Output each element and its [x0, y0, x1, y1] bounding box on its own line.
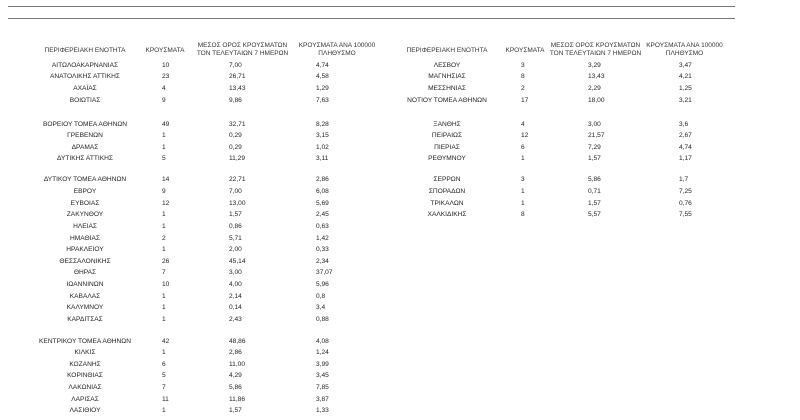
avg-7day-cell: 1,57 — [229, 407, 242, 414]
cases-per-100k-cell: 4,08 — [316, 338, 329, 345]
avg-7day-cell: 5,86 — [229, 384, 242, 391]
avg-7day-cell: 2,29 — [588, 85, 601, 92]
cases-cell: 1 — [162, 211, 166, 218]
cases-per-100k-cell: 4,74 — [316, 62, 329, 69]
avg-7day-cell: 5,86 — [588, 176, 601, 183]
region-name-cell: ΒΟΙΩΤΙΑΣ — [69, 97, 101, 104]
cases-per-100k-cell: 2,34 — [316, 258, 329, 265]
table-row — [0, 279, 800, 290]
avg-7day-cell: 48,86 — [229, 338, 246, 345]
table-row — [0, 291, 800, 302]
avg-7day-cell: 5,71 — [229, 235, 242, 242]
cases-cell: 7 — [162, 384, 166, 391]
region-name-cell: ΔΡΑΜΑΣ — [71, 144, 99, 151]
region-name-cell: ΓΡΕΒΕΝΩΝ — [67, 132, 103, 139]
cases-per-100k-cell: 0,8 — [316, 293, 326, 300]
table-row — [0, 209, 800, 220]
cases-per-100k-cell: 2,67 — [679, 132, 692, 139]
region-name-cell: ΚΙΛΚΙΣ — [74, 349, 96, 356]
region-name-cell: ΑΧΑΪΑΣ — [73, 85, 97, 92]
cases-per-100k-cell: 3,6 — [679, 121, 689, 128]
region-name-cell: ΤΡΙΚΑΛΩΝ — [430, 200, 464, 207]
right-header-avg — [548, 42, 643, 58]
region-name-cell: ΚΑΒΑΛΑΣ — [69, 293, 101, 300]
cases-cell: 4 — [521, 121, 525, 128]
region-name-cell: ΡΕΘΥΜΝΟΥ — [428, 155, 466, 162]
avg-7day-cell: 3,00 — [588, 121, 601, 128]
cases-per-100k-cell: 0,63 — [316, 223, 329, 230]
region-name-cell: ΞΑΝΘΗΣ — [433, 121, 461, 128]
table-row — [0, 405, 800, 416]
cases-cell: 9 — [162, 188, 166, 195]
cases-per-100k-cell: 1,25 — [679, 85, 692, 92]
region-name-cell: ΔΥΤΙΚΗΣ ΑΤΤΙΚΗΣ — [57, 155, 113, 162]
cases-per-100k-cell: 7,63 — [316, 97, 329, 104]
cases-per-100k-cell: 1,29 — [316, 85, 329, 92]
cases-cell: 1 — [162, 293, 166, 300]
table-row — [0, 130, 800, 141]
table-row — [0, 83, 800, 94]
avg-7day-cell: 4,29 — [229, 372, 242, 379]
cases-cell: 10 — [162, 62, 170, 69]
table-row — [0, 394, 800, 405]
table-row — [0, 198, 800, 209]
cases-cell: 12 — [521, 132, 529, 139]
top-rule — [8, 6, 735, 7]
cases-cell: 1 — [162, 304, 166, 311]
cases-cell: 2 — [521, 85, 525, 92]
left-header-per-line1: ΚΡΟΥΣΜΑΤΑ ΑΝΑ 100000 — [298, 42, 376, 49]
table-row — [0, 244, 800, 255]
cases-cell: 1 — [162, 144, 166, 151]
table-row — [0, 336, 800, 347]
region-name-cell: ΖΑΚΥΝΘΟΥ — [66, 211, 104, 218]
avg-7day-cell: 0,14 — [229, 304, 242, 311]
left-header-per — [292, 42, 382, 58]
region-name-cell: ΚΑΛΥΜΝΟΥ — [66, 304, 104, 311]
cases-cell: 7 — [162, 269, 166, 276]
cases-cell: 23 — [162, 73, 170, 80]
left-header-per-line2: ΠΛΗΘΥΣΜΟ — [318, 50, 356, 57]
avg-7day-cell: 5,57 — [588, 211, 601, 218]
cases-cell: 42 — [162, 338, 170, 345]
table-row — [0, 221, 800, 232]
avg-7day-cell: 2,00 — [229, 246, 242, 253]
cases-cell: 1 — [521, 155, 525, 162]
cases-cell: 3 — [521, 176, 525, 183]
region-name-cell: ΘΕΣΣΑΛΟΝΙΚΗΣ — [59, 258, 111, 265]
cases-cell: 1 — [162, 246, 166, 253]
region-name-cell: ΚΑΡΔΙΤΣΑΣ — [67, 316, 103, 323]
cases-cell: 10 — [162, 281, 170, 288]
cases-cell: 1 — [521, 200, 525, 207]
region-name-cell: ΒΟΡΕΙΟΥ ΤΟΜΕΑ ΑΘΗΝΩΝ — [42, 121, 128, 128]
avg-7day-cell: 2,43 — [229, 316, 242, 323]
region-name-cell: ΠΙΕΡΙΑΣ — [434, 144, 460, 151]
cases-per-100k-cell: 2,45 — [316, 211, 329, 218]
avg-7day-cell: 1,57 — [229, 211, 242, 218]
cases-per-100k-cell: 1,33 — [316, 407, 329, 414]
cases-cell: 1 — [162, 316, 166, 323]
table-row — [0, 302, 800, 313]
cases-per-100k-cell: 0,76 — [679, 200, 692, 207]
table-row — [0, 347, 800, 358]
avg-7day-cell: 1,57 — [588, 200, 601, 207]
cases-per-100k-cell: 3,45 — [316, 372, 329, 379]
table-row — [0, 60, 800, 71]
avg-7day-cell: 2,86 — [229, 349, 242, 356]
table-row — [0, 95, 800, 106]
cases-cell: 11 — [162, 396, 169, 403]
cases-cell: 3 — [521, 62, 525, 69]
cases-per-100k-cell: 37,07 — [316, 269, 333, 276]
left-header-cases: ΚΡΟΥΣΜΑΤΑ — [145, 47, 185, 54]
cases-cell: 9 — [162, 97, 166, 104]
table-row — [0, 267, 800, 278]
table-row — [0, 186, 800, 197]
avg-7day-cell: 9,86 — [229, 97, 242, 104]
table-row — [0, 174, 800, 185]
avg-7day-cell: 0,86 — [229, 223, 242, 230]
avg-7day-cell: 11,00 — [229, 361, 246, 368]
avg-7day-cell: 13,00 — [229, 200, 246, 207]
cases-per-100k-cell: 1,24 — [316, 349, 329, 356]
avg-7day-cell: 11,86 — [229, 396, 246, 403]
cases-cell: 8 — [521, 73, 525, 80]
region-name-cell: ΛΑΣΙΘΙΟΥ — [69, 407, 101, 414]
region-name-cell: ΗΜΑΘΙΑΣ — [70, 235, 100, 242]
cases-cell: 1 — [162, 223, 166, 230]
cases-per-100k-cell: 3,4 — [316, 304, 326, 311]
right-header-region: ΠΕΡΙΦΕΡΕΙΑΚΗ ΕΝΟΤΗΤΑ — [406, 47, 488, 54]
cases-cell: 1 — [162, 349, 166, 356]
avg-7day-cell: 7,29 — [588, 144, 601, 151]
region-name-cell: ΘΗΡΑΣ — [73, 269, 97, 276]
cases-per-100k-cell: 2,86 — [316, 176, 329, 183]
cases-cell: 6 — [162, 361, 166, 368]
region-name-cell: ΕΒΡΟΥ — [73, 188, 97, 195]
left-header-avg-line2: ΤΟΝ ΤΕΛΕΥΤΑΙΩΝ 7 ΗΜΕΡΩΝ — [196, 50, 289, 57]
cases-per-100k-cell: 7,55 — [679, 211, 692, 218]
cases-per-100k-cell: 1,7 — [679, 176, 689, 183]
right-header-avg-line2: ΤΟΝ ΤΕΛΕΥΤΑΙΩΝ 7 ΗΜΕΡΩΝ — [549, 50, 642, 57]
region-name-cell: ΝΟΤΙΟΥ ΤΟΜΕΑ ΑΘΗΝΩΝ — [407, 97, 487, 104]
cases-per-100k-cell: 1,42 — [316, 235, 329, 242]
cases-cell: 8 — [521, 211, 525, 218]
avg-7day-cell: 26,71 — [229, 73, 246, 80]
cases-cell: 1 — [521, 188, 525, 195]
table-row — [0, 142, 800, 153]
cases-per-100k-cell: 0,88 — [316, 316, 329, 323]
table-row — [0, 359, 800, 370]
right-header-per-line1: ΚΡΟΥΣΜΑΤΑ ΑΝΑ 100000 — [646, 42, 723, 49]
avg-7day-cell: 7,00 — [229, 62, 242, 69]
top-rule-2 — [8, 18, 735, 19]
region-name-cell: ΛΑΡΙΣΑΣ — [71, 396, 99, 403]
region-name-cell: ΧΑΛΚΙΔΙΚΗΣ — [427, 211, 467, 218]
right-header-per — [637, 42, 732, 58]
table-row — [0, 119, 800, 130]
cases-per-100k-cell: 3,87 — [316, 396, 329, 403]
region-name-cell: ΣΕΡΡΩΝ — [433, 176, 461, 183]
cases-cell: 14 — [162, 176, 170, 183]
cases-per-100k-cell: 4,74 — [679, 144, 692, 151]
cases-per-100k-cell: 4,21 — [679, 73, 692, 80]
cases-per-100k-cell: 3,11 — [316, 155, 329, 162]
cases-cell: 26 — [162, 258, 170, 265]
table-row — [0, 382, 800, 393]
avg-7day-cell: 22,71 — [229, 176, 246, 183]
right-header-cases: ΚΡΟΥΣΜΑΤΑ — [505, 47, 545, 54]
avg-7day-cell: 0,29 — [229, 144, 242, 151]
avg-7day-cell: 4,00 — [229, 281, 242, 288]
avg-7day-cell: 13,43 — [588, 73, 605, 80]
cases-cell: 4 — [162, 85, 166, 92]
cases-per-100k-cell: 1,02 — [316, 144, 329, 151]
left-header-region: ΠΕΡΙΦΕΡΕΙΑΚΗ ΕΝΟΤΗΤΑ — [44, 47, 126, 54]
left-header-avg — [195, 42, 290, 58]
avg-7day-cell: 11,29 — [229, 155, 246, 162]
avg-7day-cell: 1,57 — [588, 155, 601, 162]
region-name-cell: ΚΟΡΙΝΘΙΑΣ — [67, 372, 103, 379]
table-row — [0, 370, 800, 381]
table-row — [0, 314, 800, 325]
region-name-cell: ΛΑΚΩΝΙΑΣ — [68, 384, 102, 391]
region-name-cell: ΕΥΒΟΙΑΣ — [70, 200, 100, 207]
right-header-avg-line1: ΜΕΣΟΣ ΟΡΟΣ ΚΡΟΥΣΜΑΤΩΝ — [550, 42, 641, 49]
cases-cell: 17 — [521, 97, 529, 104]
cases-per-100k-cell: 5,96 — [316, 281, 329, 288]
cases-cell: 2 — [162, 235, 166, 242]
avg-7day-cell: 3,29 — [588, 62, 601, 69]
table-row — [0, 153, 800, 164]
avg-7day-cell: 3,00 — [229, 269, 242, 276]
region-name-cell: ΛΕΣΒΟΥ — [433, 62, 461, 69]
avg-7day-cell: 32,71 — [229, 121, 246, 128]
table-row — [0, 71, 800, 82]
cases-cell: 12 — [162, 200, 170, 207]
cases-cell: 1 — [162, 407, 166, 414]
region-name-cell: ΚΟΖΑΝΗΣ — [69, 361, 101, 368]
cases-per-100k-cell: 7,85 — [316, 384, 329, 391]
region-name-cell: ΜΕΣΣΗΝΙΑΣ — [428, 85, 466, 92]
region-name-cell: ΗΡΑΚΛΕΙΟΥ — [66, 246, 104, 253]
table-row — [0, 256, 800, 267]
region-name-cell: ΠΕΙΡΑΙΩΣ — [431, 132, 463, 139]
table-row — [0, 233, 800, 244]
region-name-cell: ΣΠΟΡΑΔΩΝ — [428, 188, 466, 195]
region-name-cell: ΜΑΓΝΗΣΙΑΣ — [428, 73, 466, 80]
cases-per-100k-cell: 6,08 — [316, 188, 329, 195]
avg-7day-cell: 0,29 — [229, 132, 242, 139]
cases-per-100k-cell: 7,25 — [679, 188, 692, 195]
region-name-cell: ΚΕΝΤΡΙΚΟΥ ΤΟΜΕΑ ΑΘΗΝΩΝ — [39, 338, 131, 345]
cases-per-100k-cell: 3,99 — [316, 361, 329, 368]
cases-per-100k-cell: 0,33 — [316, 246, 329, 253]
cases-cell: 5 — [162, 155, 166, 162]
region-name-cell: ΔΥΤΙΚΟΥ ΤΟΜΕΑ ΑΘΗΝΩΝ — [43, 176, 127, 183]
cases-per-100k-cell: 3,15 — [316, 132, 329, 139]
cases-cell: 6 — [521, 144, 525, 151]
avg-7day-cell: 21,57 — [588, 132, 605, 139]
avg-7day-cell: 45,14 — [229, 258, 246, 265]
cases-per-100k-cell: 3,21 — [679, 97, 692, 104]
cases-cell: 49 — [162, 121, 170, 128]
cases-per-100k-cell: 5,69 — [316, 200, 329, 207]
cases-per-100k-cell: 3,47 — [679, 62, 692, 69]
cases-cell: 5 — [162, 372, 166, 379]
avg-7day-cell: 18,00 — [588, 97, 605, 104]
right-header-per-line2: ΠΛΗΘΥΣΜΟ — [665, 50, 704, 57]
region-name-cell: ΑΙΤΩΛΟΑΚΑΡΝΑΝΙΑΣ — [51, 62, 119, 69]
avg-7day-cell: 2,14 — [229, 293, 242, 300]
cases-cell: 1 — [162, 132, 166, 139]
avg-7day-cell: 13,43 — [229, 85, 246, 92]
avg-7day-cell: 7,00 — [229, 188, 242, 195]
cases-per-100k-cell: 4,58 — [316, 73, 329, 80]
avg-7day-cell: 0,71 — [588, 188, 601, 195]
region-name-cell: ΙΩΑΝΝΙΝΩΝ — [66, 281, 104, 288]
region-name-cell: ΗΛΕΙΑΣ — [73, 223, 97, 230]
cases-per-100k-cell: 8,28 — [316, 121, 329, 128]
region-name-cell: ΑΝΑΤΟΛΙΚΗΣ ΑΤΤΙΚΗΣ — [50, 73, 120, 80]
left-header-avg-line1: ΜΕΣΟΣ ΟΡΟΣ ΚΡΟΥΣΜΑΤΩΝ — [197, 42, 288, 49]
cases-per-100k-cell: 1,17 — [679, 155, 692, 162]
